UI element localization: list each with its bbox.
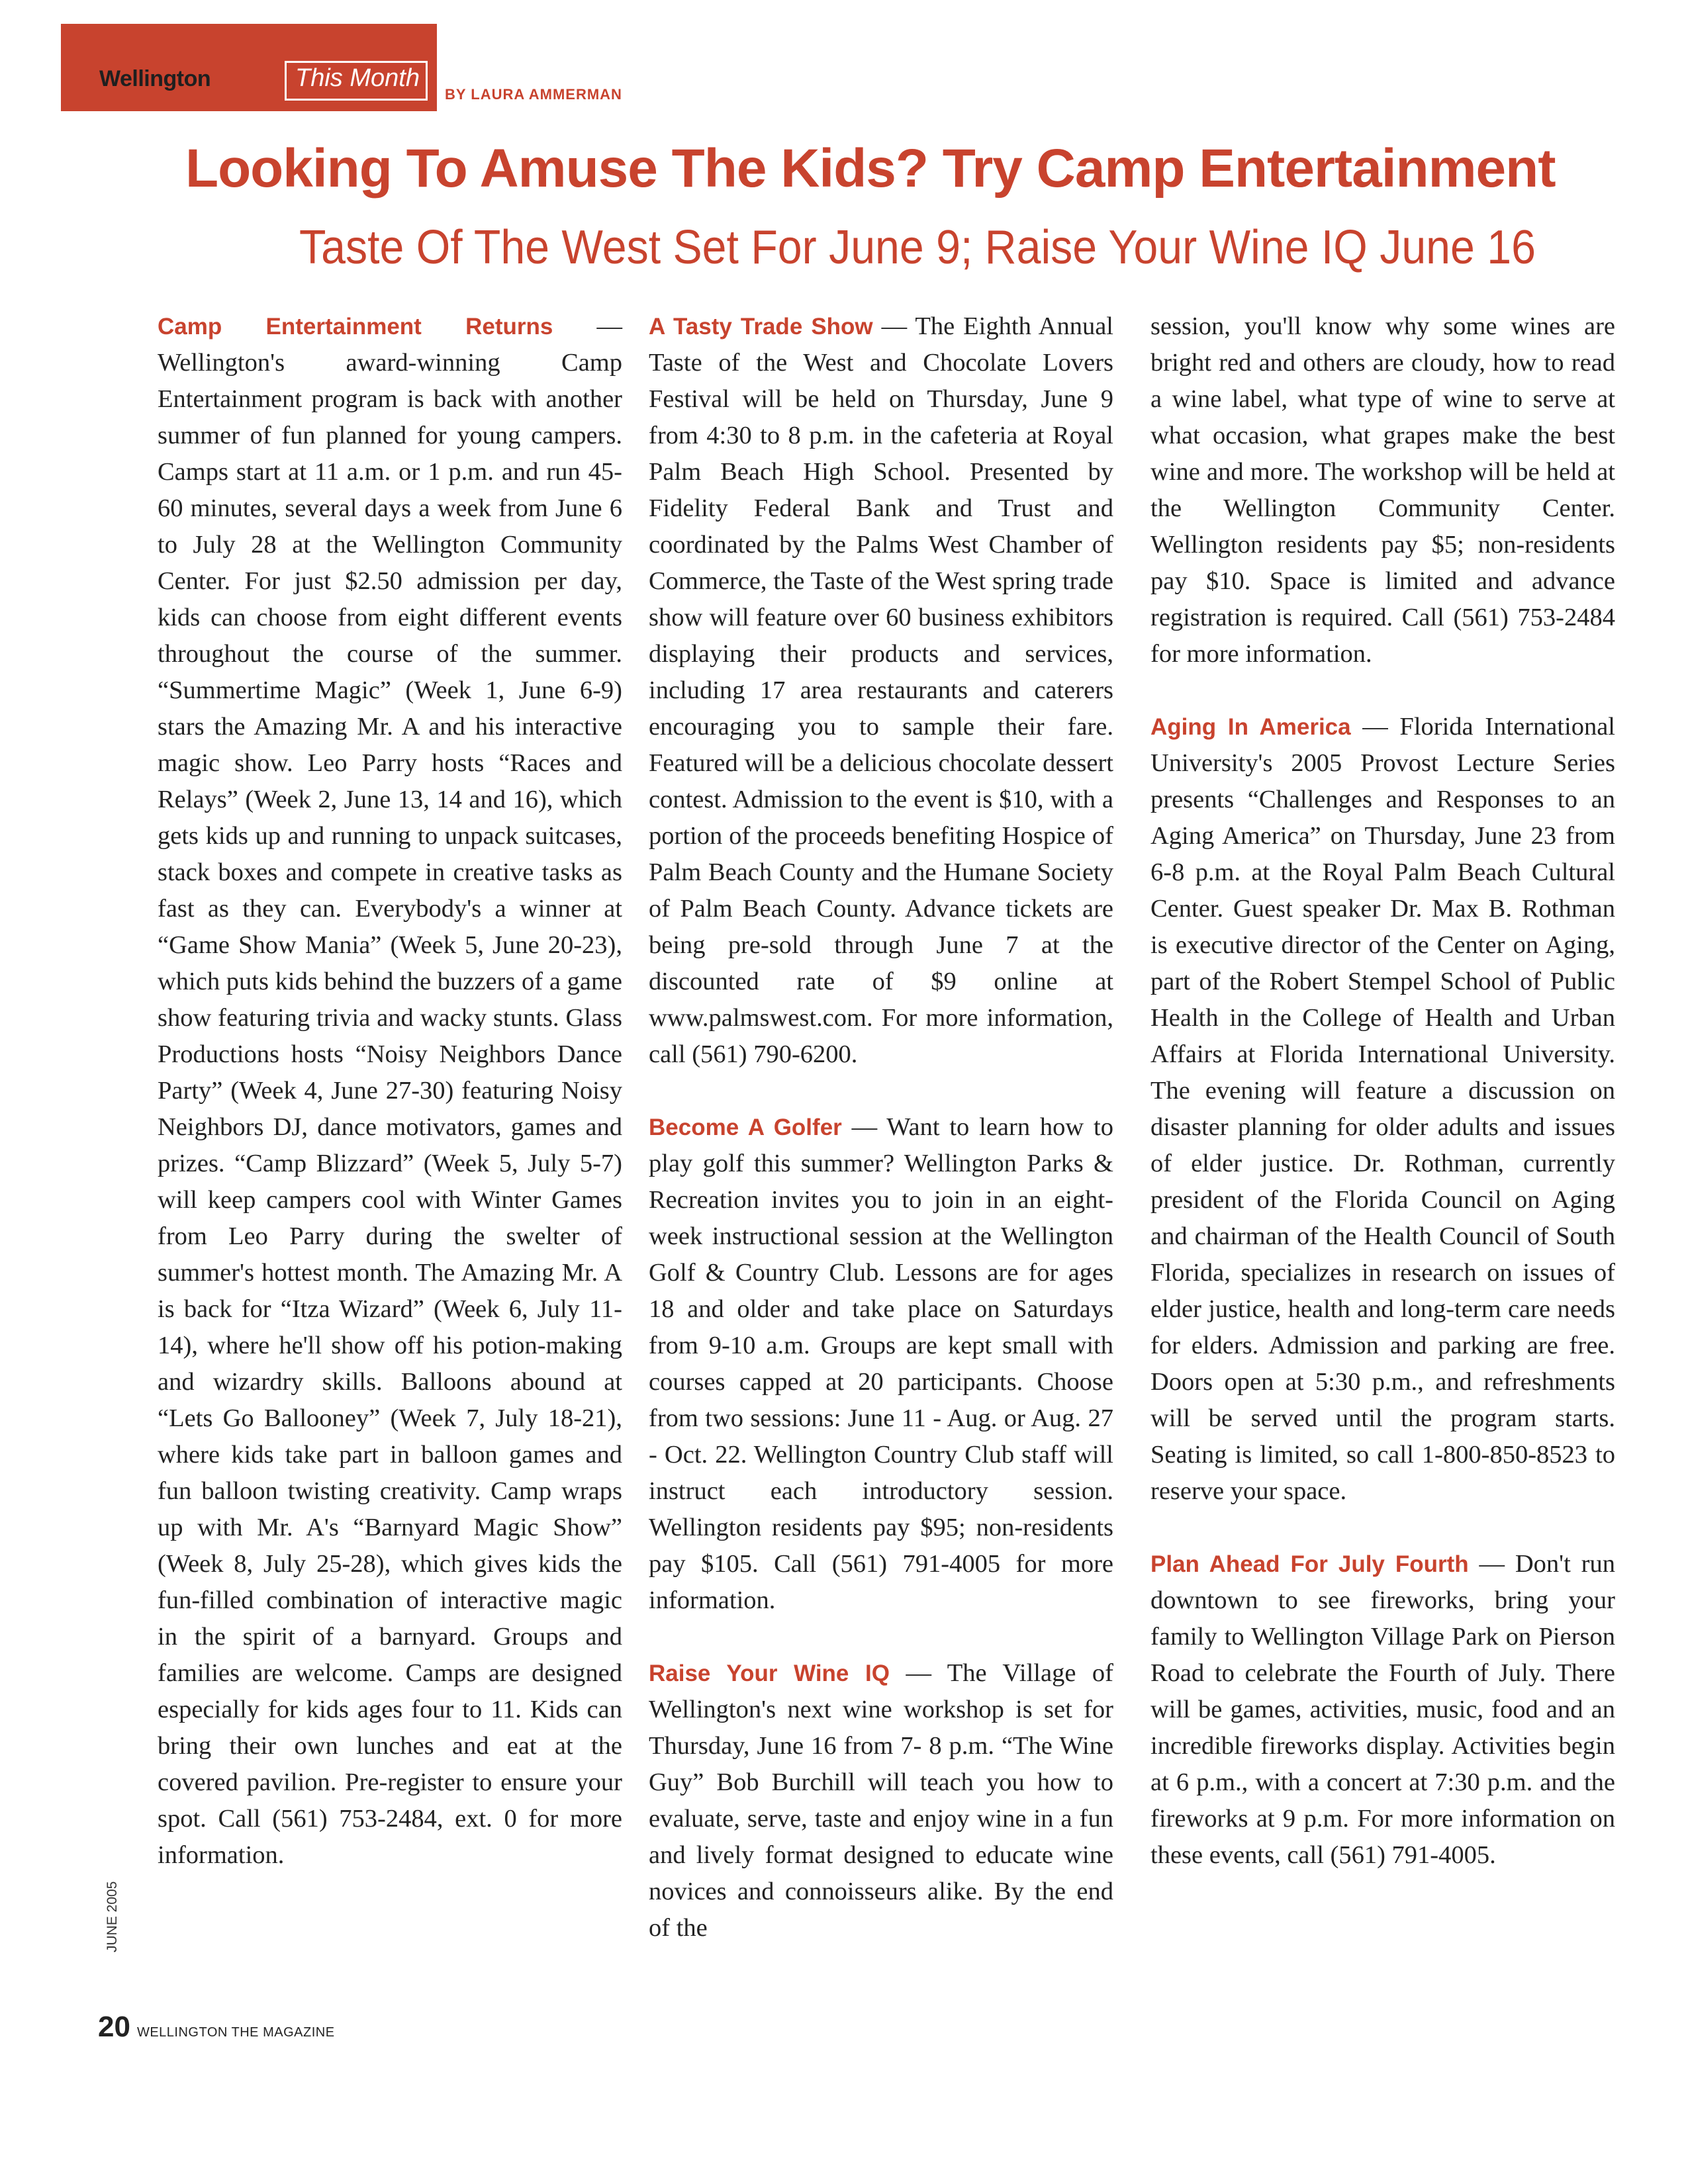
section-brand: Wellington [99,66,211,91]
section-label: This Month [295,64,420,92]
article-kicker: Plan Ahead For July Fourth [1150,1551,1469,1577]
subhead: Taste Of The West Set For June 9; Raise Your Wine IQ June 16 [299,221,1536,274]
article-kicker: Raise Your Wine IQ [649,1661,890,1686]
article-july-fourth [1150,1546,1615,1874]
article-body: — The Eighth Annual Taste of the West and Chocolate Lovers Festival will be held on Thursday, June 9 from 4:30 to 8 p.m. in the cafeteria at Royal Palm Beach High School. Presented by Fidelity Federal Bank and Trust and coordinated by the Palms West Chamber of Commerce, the Taste of the West spring trade show will feature over 60 business exhibitors displaying their products and services, including 17 area restaurants and caterers encouraging you to sample their fare. Featured will be a delicious chocolate dessert contest. Admission to the event is $10, with a portion of the proceeds benefiting Hospice of Palm Beach County and the Humane Society of Palm Beach County. Advance tickets are being pre-sold through June 7 at the discounted rate of $9 online at www.palmswest.com. For more information, call (561) 790-6200. [649,312,1113,1068]
article-body: — The Village of Wellington's next wine workshop is set for Thursday, June 16 from 7- 8 p.m. “The Wine Guy” Bob Burchill will teach you how to evaluate, serve, taste and enjoy wine in a fun and lively format designed to educate wine novices and connoisseurs alike. By the end of the [649,1659,1114,1942]
column-1 [158,308,622,1910]
article-kicker: Become A Golfer [649,1115,842,1140]
issue-date: JUNE 2005 [105,1881,120,1952]
headline: Looking To Amuse The Kids? Try Camp Entertainment [185,138,1556,199]
article-wine [649,1655,1113,1946]
page-footer [98,2011,335,2044]
article-body: — Want to learn how to play golf this summer? Wellington Parks & Recreation invites you to join in an eight-week instructional session at the Wellington Golf & Country Club. Lessons are for ages 18 and older and take place on Saturdays from 9-10 a.m. Groups are kept small with courses capped at 20 participants. Choose from two sessions: June 11 - Aug. or Aug. 27 - Oct. 22. Wellington Country Club staff will instruct each introductory session. Wellington residents pay $95; non-residents pay $105. Call (561) 791-4005 for more information. [649,1113,1113,1614]
column-3 [1150,308,1615,1910]
article-wine-continued: session, you'll know why some wines are bright red and others are cloudy, how to read a wine label, what type of wine to serve at what occasion, what grapes make the best wine and more. The workshop will be held at the Wellington Community Center. Wellington residents pay $5; non-residents pay $10. Space is limited and advance registration is required. Call (561) 753-2484 for more information. [1150,312,1615,668]
article-trade-show [649,308,1113,1073]
article-body: — Don't run downtown to see fireworks, bring your family to Wellington Village Park on Pierson Road to celebrate the Fourth of July. There will be games, activities, music, food and an incredible fireworks display. Activities begin at 6 p.m., with a concert at 7:30 p.m. and the fireworks at 9 p.m. For more information on these events, call (561) 791-4005. [1150,1550,1615,1869]
article-kicker: A Tasty Trade Show [649,314,873,340]
byline: BY LAURA AMMERMAN [445,86,622,103]
article-kicker: Camp Entertainment Returns [158,314,553,340]
page-number: 20 [98,2011,130,2043]
magazine-name: WELLINGTON THE MAGAZINE [136,2025,335,2040]
article-camp [158,308,622,1874]
article-golf [649,1109,1113,1619]
column-2 [649,308,1113,1983]
article-body: — Florida International University's 2005 Provost Lecture Series presents “Challenges and Responses to an Aging America” on Thursday, June 23 from 6-8 p.m. at the Royal Palm Beach Cultural Center. Guest speaker Dr. Max B. Rothman is executive director of the Center on Aging, part of the Robert Stempel School of Public Health in the College of Health and Urban Affairs at Florida International University. The evening will feature a discussion on disaster planning for older adults and issues of elder justice. Dr. Rothman, currently president of the Florida Council on Aging and chairman of the Health Council of South Florida, specializes in research on issues of elder justice, health and long-term care needs for elders. Admission and parking are free. Doors open at 5:30 p.m., and refreshments will be served until the program starts. Seating is limited, so call 1-800-850-8523 to reserve your space. [1150,713,1616,1505]
article-body: — Wellington's award-winning Camp Entertainment program is back with another summer of fun planned for young campers. Camps start at 11 a.m. or 1 p.m. and run 45-60 minutes, several days a week from June 6 to July 28 at the Wellington Community Center. For just $2.50 admission per day, kids can choose from eight different events throughout the course of the summer. “Summertime Magic” (Week 1, June 6-9) stars the Amazing Mr. A and his interactive magic show. Leo Parry hosts “Races and Relays” (Week 2, June 13, 14 and 16), which gets kids up and running to unpack suitcases, stack boxes and compete in creative tasks as fast as they can. Everybody's a winner at “Game Show Mania” (Week 5, June 20-23), which puts kids behind the buzzers of a game show featuring trivia and wacky stunts. Glass Productions hosts “Noisy Neighbors Dance Party” (Week 4, June 27-30) featuring Noisy Neighbors DJ, dance motivators, games and prizes. “Camp Blizzard” (Week 5, July 5-7) will keep campers cool with Winter Games from Leo Parry during the swelter of summer's hottest month. The Amazing Mr. A is back for “Itza Wizard” (Week 6, July 11-14), where he'll show off his potion-making and wizardry skills. Balloons abound at “Lets Go Ballooney” (Week 7, July 18-21), where kids take part in balloon games and fun balloon twisting creativity. Camp wraps up with Mr. A's “Barnyard Magic Show” (Week 8, July 25-28), which gives kids the fun-filled combination of interactive magic in the spirit of a barnyard. Groups and families are welcome. Camps are designed especially for kids ages four to 11. Kids can bring their own lunches and eat at the covered pavilion. Pre-register to ensure your spot. Call (561) 753-2484, ext. 0 for more information. [158,312,622,1869]
article-kicker: Aging In America [1150,714,1351,740]
article-aging [1150,709,1615,1510]
